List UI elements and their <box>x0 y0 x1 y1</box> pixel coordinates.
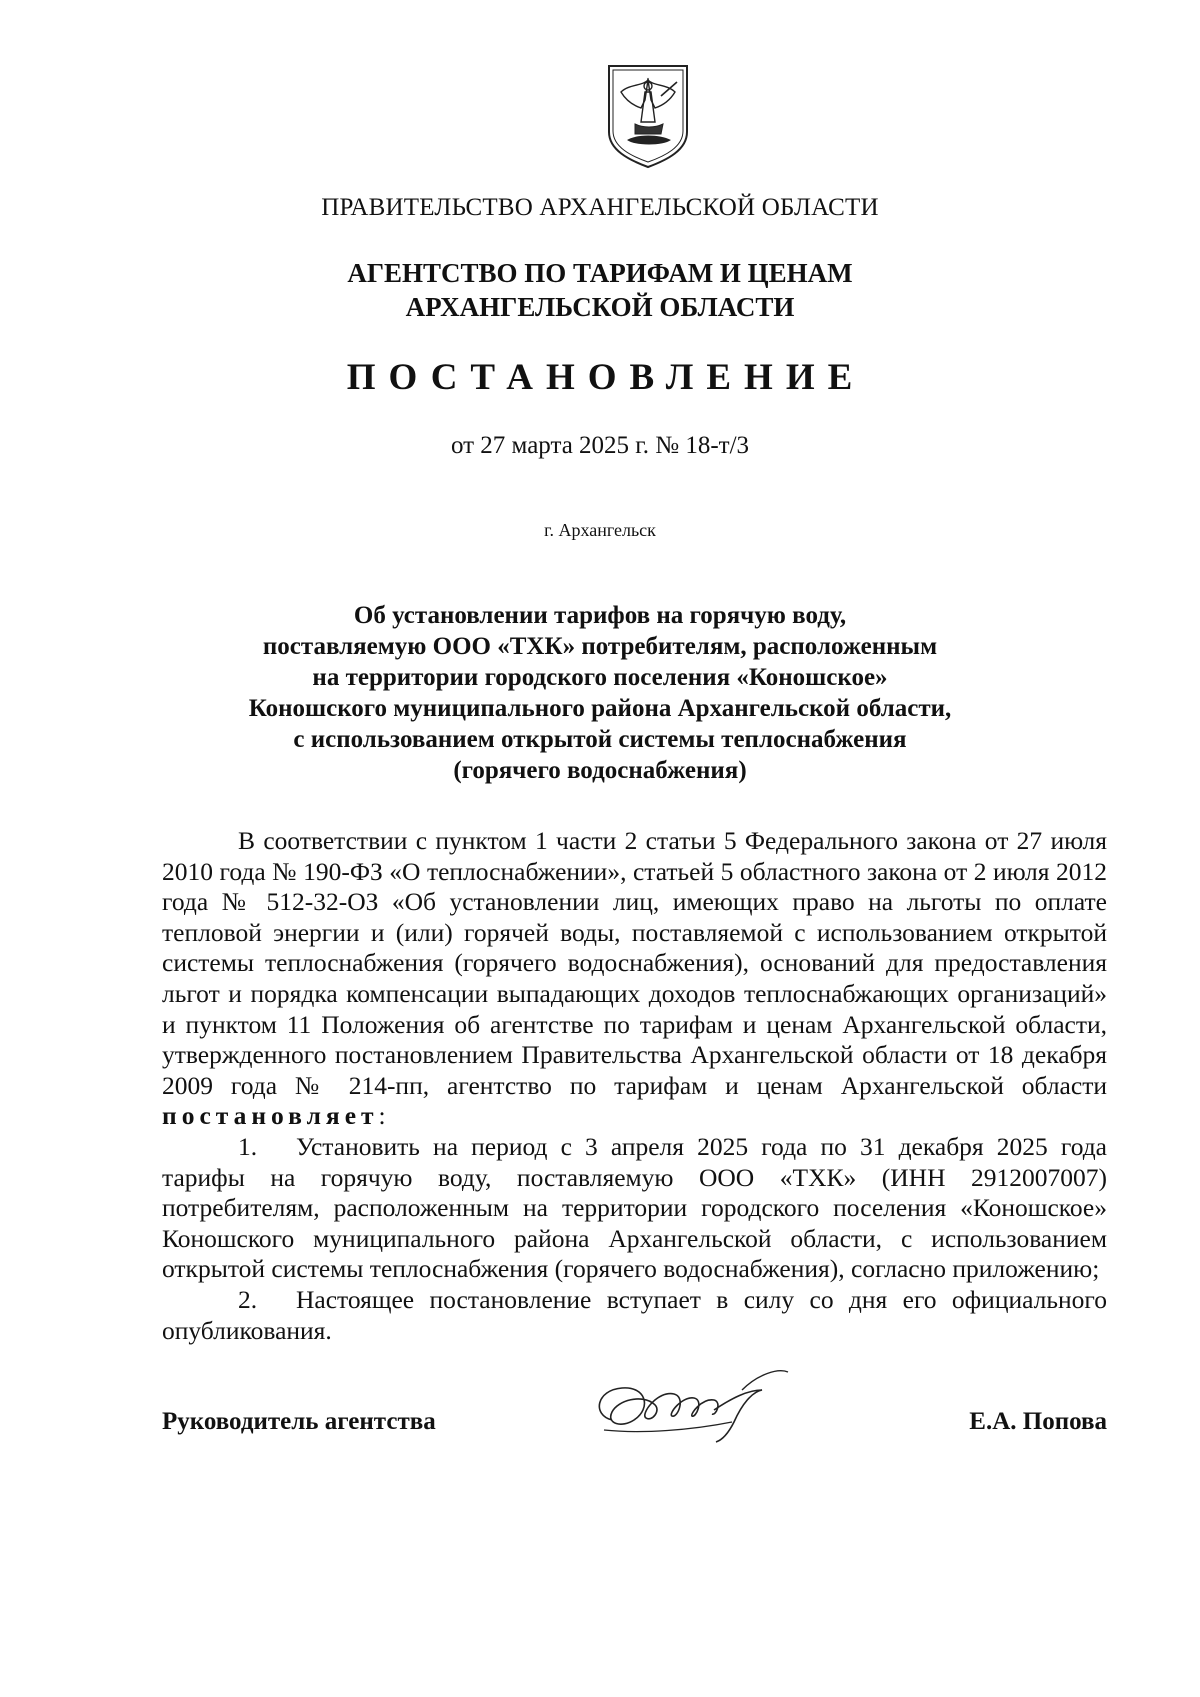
resolution-item-1 <box>162 1132 1107 1285</box>
document-body <box>162 826 1107 1346</box>
item-number: 2. <box>238 1284 258 1314</box>
title-line: (горячего водоснабжения) <box>453 757 747 784</box>
item-number: 1. <box>238 1131 258 1161</box>
title-line: поставляемую ООО «ТХК» потребителям, расположенным <box>262 633 938 660</box>
title-line: Коношского муниципального района Архангельской области, <box>248 695 952 722</box>
signer-name: Е.А. Попова <box>969 1408 1107 1435</box>
resolves-colon: : <box>378 1101 386 1131</box>
preamble-text: В соответствии с пунктом 1 части 2 статьи 5 Федерального закона от 27 июля 2010 года № 190-ФЗ «О теплоснабжении», статьей 5 областного закона от 2 июля 2012 года № 512-32-ОЗ «Об установлении лиц, имеющих право на льготы по оплате тепловой энергии и (или) горячей воды, поставляемой с использованием открытой системы теплоснабжения (горячего водоснабжения), оснований для предоставления льгот и порядка компенсации выпадающих доходов теплоснабжающих организаций» и пунктом 11 Положения об агентстве по тарифам и ценам Архангельской области, утвержденного постановлением Правительства Архангельской области от 18 декабря 2009 года № 214-пп, агентство по тарифам и ценам Архангельской области <box>162 826 1107 1100</box>
preamble-paragraph <box>162 826 1107 1132</box>
coat-of-arms-icon <box>605 62 691 170</box>
document-title <box>0 600 1200 786</box>
title-line: на территории городского поселения «Коношское» <box>312 664 888 691</box>
resolution-item-2 <box>162 1285 1107 1346</box>
title-line: Об установлении тарифов на горячую воду, <box>353 602 847 629</box>
signer-position: Руководитель агентства <box>162 1408 436 1435</box>
agency-line-1: АГЕНТСТВО ПО ТАРИФАМ И ЦЕНАМ <box>347 258 853 288</box>
resolves-word: постановляет <box>162 1101 379 1131</box>
handwritten-signature-icon <box>582 1360 802 1450</box>
title-line: с использованием открытой системы теплоснабжения <box>293 726 907 753</box>
document-type: ПОСТАНОВЛЕНИЕ <box>346 357 866 398</box>
item-text: Настоящее постановление вступает в силу со дня его официального опубликования. <box>162 1284 1107 1345</box>
agency-name <box>0 256 1200 324</box>
government-name: ПРАВИТЕЛЬСТВО АРХАНГЕЛЬСКОЙ ОБЛАСТИ <box>321 194 879 221</box>
document-date-number: от 27 марта 2025 г. № 18-т/3 <box>450 432 750 459</box>
document-city: г. Архангельск <box>544 520 656 540</box>
item-text: Установить на период с 3 апреля 2025 года по 31 декабря 2025 года тарифы на горячую воду, поставляемую ООО «ТХК» (ИНН 2912007007) потребителям, расположенным на территории городского поселения «Коношское» Коношского муниципального района Архангельской области, с использованием открытой системы теплоснабжения (горячего водоснабжения), согласно приложению; <box>162 1131 1107 1284</box>
agency-line-2: АРХАНГЕЛЬСКОЙ ОБЛАСТИ <box>405 292 795 322</box>
